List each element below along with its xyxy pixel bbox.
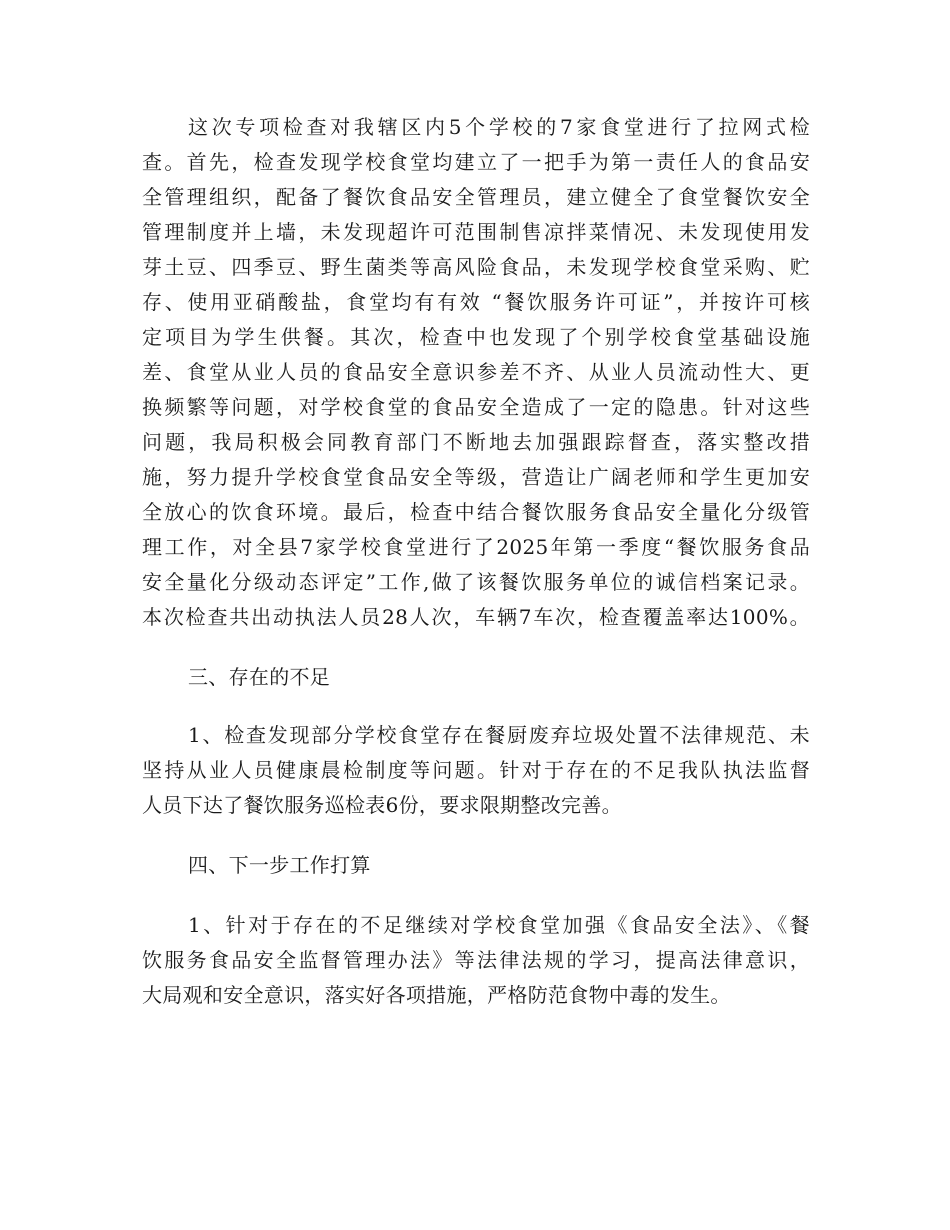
paragraph-line: 1、检查发现部分学校食堂存在餐厨废弃垃圾处置不法律规范、未	[188, 723, 810, 747]
paragraph-line: 人员下达了餐饮服务巡检表6份，要求限期整改完善。	[142, 793, 622, 817]
paragraph-line: 大局观和安全意识，落实好各项措施，严格防范食物中毒的发生。	[142, 983, 731, 1007]
paragraph-line: 本次检查共出动执法人员28人次，车辆7车次，检查覆盖率达100%。	[142, 605, 810, 629]
paragraph-line: 问题，我局积极会同教育部门不断地去加强跟踪督查，落实整改措	[142, 430, 810, 454]
paragraph-line: 存、使用亚硝酸盐，食堂均有有效 “餐饮服务许可证”，并按许可核	[142, 290, 810, 314]
paragraph-line: 理工作，对全县7家学校食堂进行了2025年第一季度“餐饮服务食品	[142, 535, 810, 559]
section-heading: 三、存在的不足	[188, 665, 331, 689]
paragraph-line: 差、食堂从业人员的食品安全意识参差不齐、从业人员流动性大、更	[142, 360, 810, 384]
paragraph-line: 这次专项检查对我辖区内5个学校的7家食堂进行了拉网式检	[188, 115, 810, 139]
paragraph-line: 施，努力提升学校食堂食品安全等级，营造让广阔老师和学生更加安	[142, 465, 810, 489]
paragraph-line: 全管理组织，配备了餐饮食品安全管理员，建立健全了食堂餐饮安全	[142, 185, 810, 209]
paragraph-line: 饮服务食品安全监督管理办法》等法律法规的学习，提高法律意识，	[142, 948, 810, 972]
paragraph-line: 管理制度并上墙，未发现超许可范围制售凉拌菜情况、未发现使用发	[142, 220, 810, 244]
paragraph-line: 查。首先，检查发现学校食堂均建立了一把手为第一责任人的食品安	[142, 150, 810, 174]
paragraph-line: 1、针对于存在的不足继续对学校食堂加强《食品安全法》、《餐	[188, 913, 810, 937]
paragraph-line: 安全量化分级动态评定”工作,做了该餐饮服务单位的诚信档案记录。	[142, 570, 810, 594]
paragraph-line: 换频繁等问题，对学校食堂的食品安全造成了一定的隐患。针对这些	[142, 395, 810, 419]
paragraph-line: 全放心的饮食环境。最后，检查中结合餐饮服务食品安全量化分级管	[142, 500, 810, 524]
section-heading: 四、下一步工作打算	[188, 853, 371, 877]
paragraph-line: 芽土豆、四季豆、野生菌类等高风险食品，未发现学校食堂采购、贮	[142, 255, 810, 279]
paragraph-line: 坚持从业人员健康晨检制度等问题。针对于存在的不足我队执法监督	[142, 758, 810, 782]
paragraph-line: 定项目为学生供餐。其次，检查中也发现了个别学校食堂基础设施	[142, 325, 810, 349]
